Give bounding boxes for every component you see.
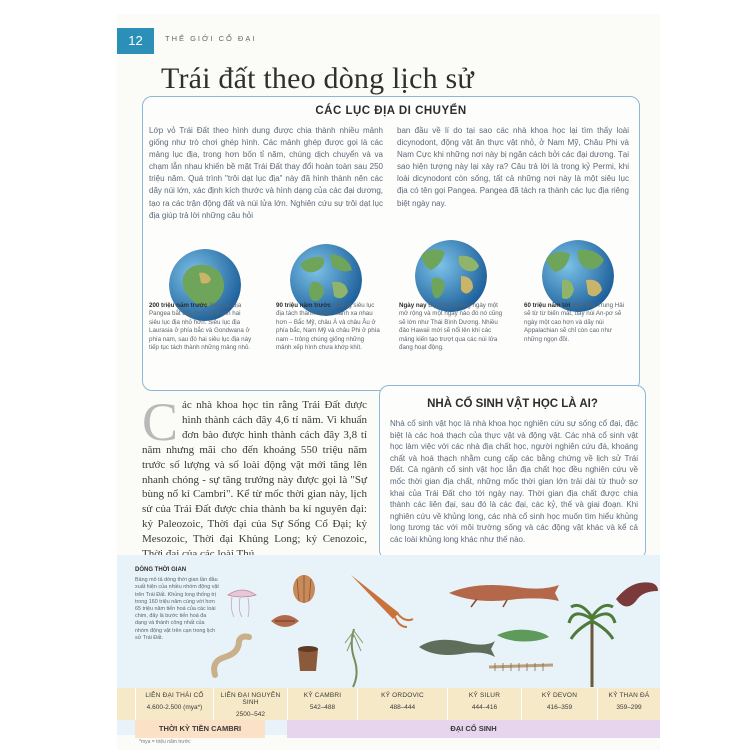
footnote: *mya = triệu năm trước <box>139 739 191 745</box>
period-archean: LIÊN ĐẠI THÁI CỔ 4.600-2.500 (mya*) <box>135 688 213 720</box>
globe-caption-2: 90 triệu năm trước Những siêu lục địa tách thành nhiều mảnh xa nhau hơn – Bắc Mỹ, châu Á và châu Âu ở phía bắc, Nam Mỹ và châu Phi ở phía nam – trông chúng giống những mảnh xếp hình chưa khớp khít. <box>276 302 380 352</box>
tree-fern-icon <box>567 599 617 689</box>
period-silurian: KỶ SILUR 444–416 <box>447 688 521 720</box>
timeline <box>117 555 660 735</box>
era-precambrian: THỜI KỲ TIỀN CAMBRI <box>135 720 265 738</box>
globe-caption-1: 200 triệu năm trước Siêu lục địa Pangea bắt đầu tách ra thành hai siêu lục địa nhỏ hơn. Siêu lục địa Laurasia ở phía bắc và Gondwana ở phía nam, sau đó hai siêu lục địa này tiếp tục tách thành những mảng nhỏ. <box>149 302 252 352</box>
paleontologist-box-title: NHÀ CỔ SINH VẬT HỌC LÀ AI? <box>427 398 598 410</box>
period-ordovician: KỶ ORDOVIC 488–444 <box>357 688 447 720</box>
millipede-fossil-icon <box>487 657 557 677</box>
shell-fossil-icon <box>289 573 319 609</box>
intro-paragraph: Các nhà khoa học tin rằng Trái Đất được hình thành cách đây 4,6 tỉ năm. Vi khuẩn đơn bào được hình thành cách đây 3,8 tỉ năm nhưng mãi cho đến khoảng 550 triệu năm trước số lượng và số loài động vật mới tăng lên nhanh chóng - sự tăng trưởng này được gọi là "Sự bùng nổ kỉ Cambri". Kể từ mốc thời gian này, lịch sử của Trái Đất được chia thành ba kỉ nguyên đại: kỷ Paleozoic, Thời đại của Sự Sống Cổ Đại; kỷ Mesozoic, Thời đại Khủng Long; kỷ Cenozoic, <box>142 392 367 546</box>
sponge-fossil-icon <box>292 643 324 675</box>
continents-text-right: ban đầu về lí do tại sao các nhà khoa học lại tìm thấy loài dicynodont, động vật ăn thực vật nhỏ, ở Nam Mỹ, Châu Phi và Nam Cực khi những nơi này bị ngăn cách bởi các đại dương. Tại sao hiện tượng này lại xảy ra? Câu trả lời là trong kỷ Permi, khi loài dicynodont còn sống, tất cả những nơi này là một siêu lục địa có tên gọi Pangea. Pangea đã tách ra thành các lục địa riêng biệt ngày nay. <box>397 126 629 208</box>
orthocone-fossil-icon <box>347 569 417 629</box>
amphibian-fossil-icon <box>612 569 660 619</box>
crinoid-fossil-icon <box>339 625 369 689</box>
lungfish-fossil-icon <box>447 579 562 609</box>
globe-caption-3: Ngày nay Đại Tây Dương ngày một mở rộng và một ngày nào đó nó cũng sẽ lớn như Thái Bình Dương. Nhiều đảo Hawaii mới sẽ nổi lên khi các mảng kiến tạo trượt qua các núi lửa đang hoạt động. <box>399 302 503 352</box>
armoured-fish-fossil-icon <box>417 633 497 663</box>
paleontologist-box-text: Nhà cổ sinh vật học là nhà khoa học nghiên cứu sự sống cổ đại, đặc biệt là các hoá thạch của thực vật và động vật. Các nhà cổ sinh vật học làm việc với các nhà địa chất học, người nghiên cứu đá, khoáng chất và hoá thạch nhằm cung cấp các bằng chứng về lịch sử Trái Đất. Cả ngành cổ sinh vật học lẫn địa chất học đều nghiên cứu về mốc thời gian địa chất, những mốc thời gian lớn trải dài từ thuở sơ khai của Trái Đất cho tới ngày nay. Thời gian địa chất được chia thành các liên đại, sau đó là các đại, các kỷ, thế và giai đoạn. Khi nghiên cứu về khủng long, các nhà cổ sinh học muốn tìm hiểu khủng long tương tác với môi trường sống và các động vật khác và kể cả các loài khủng long khác như thế nào. <box>390 419 638 544</box>
dropcap: C <box>142 392 179 452</box>
period-carboniferous: KỶ THAN ĐÁ 359–299 <box>597 688 660 720</box>
trilobite-fossil-icon <box>267 607 303 637</box>
book-page <box>117 14 660 750</box>
globe-caption-4: 60 triệu năm tới Biển Địa Trung Hải sẽ từ từ biến mất, dãy núi An-pơ sẽ ngày một cao hơn và dãy núi Appalachian sẽ chỉ còn cao như những ngọn đồi. <box>524 302 625 343</box>
jellyfish-fossil-icon <box>222 585 262 619</box>
worm-fossil-icon <box>209 631 259 681</box>
period-proterozoic: LIÊN ĐẠI NGUYÊN SINH 2500–542 <box>213 688 287 720</box>
tetrapod-fossil-icon <box>495 625 551 647</box>
continents-box-title: CÁC LỤC ĐỊA DI CHUYỂN <box>315 105 467 117</box>
paleontologist-box <box>379 385 646 560</box>
continents-text-left: Lớp vỏ Trái Đất theo hình dung được chia thành nhiều mảnh giống như trò chơi ghép hình. Các mảnh ghép được gọi là các mảng lục địa, trong hơn bốn tỉ năm, chúng dịch chuyển và va chạm lẫn nhau khiến bề mặt Trái Đất thay đổi hoàn toàn sau 250 triệu năm. Quá trình "trôi dạt lục địa" này đã hình thành nên các dãy núi lớn, xác định kích thước và hình dạng của các đại dương, tạo ra các trận động đất và núi lửa lớn. Nghiên cứu sự trôi dạt lục địa giúp trả lời những câu hỏi <box>149 126 383 220</box>
era-paleozoic: ĐẠI CỔ SINH <box>287 720 660 738</box>
period-devonian: KỶ DEVON 416–359 <box>521 688 597 720</box>
period-cambrian: KỶ CAMBRI 542–488 <box>287 688 357 720</box>
timeline-intro: DÒNG THỜI GIAN Bảng mô tả dòng thời gian lần đầu xuất hiện của nhiều nhóm động vật trên Trái Đất. Khủng long thống trị trong 160 triệu năm cùng với hơn 65 triệu năm tiến hoá của các loài chim, đây là bước tiến hoá đa dạng và thành công nhất của nhóm động vật trên cạn trong lịch sử Trái Đất. <box>135 567 219 641</box>
page-number: 12 <box>117 28 154 54</box>
section-name: THẾ GIỚI CỔ ĐẠI <box>165 34 257 43</box>
page-title: Trái đất theo dòng lịch sử <box>161 62 474 95</box>
